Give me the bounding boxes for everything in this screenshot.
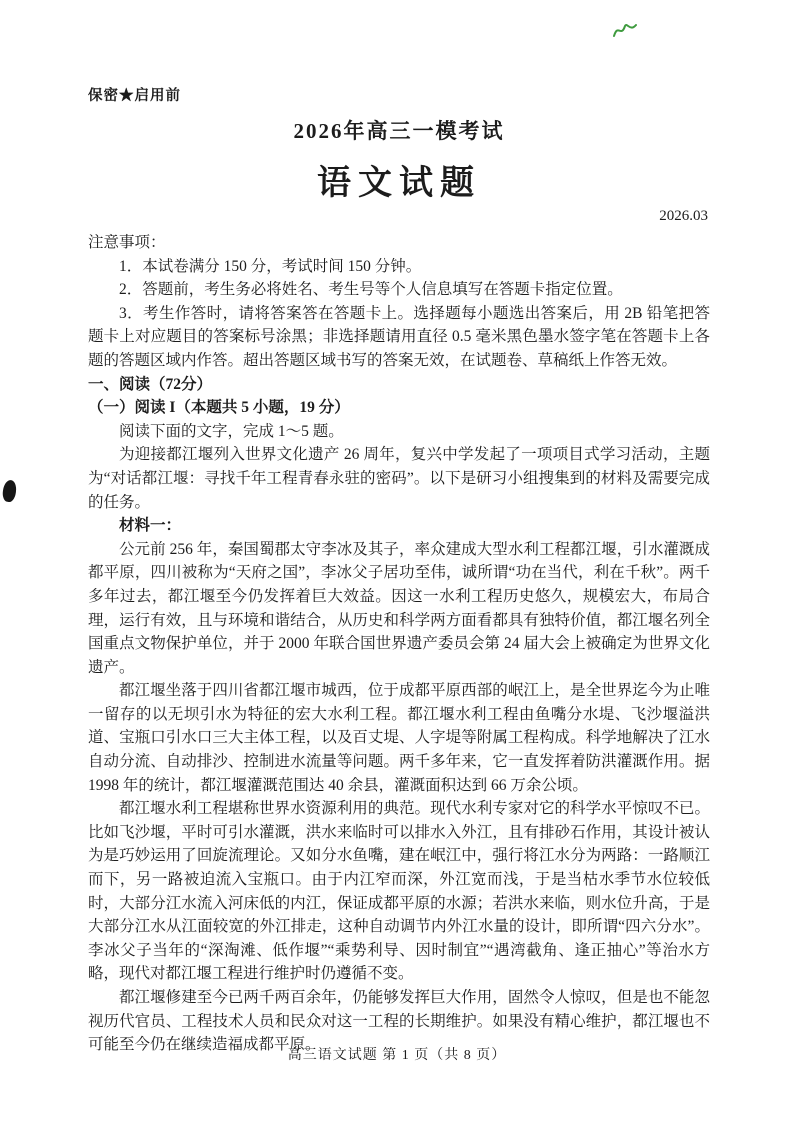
reading-instruction: 阅读下面的文字，完成 1～5 题。: [119, 422, 344, 440]
subsection-heading-reading-1: （一）阅读 I（本题共 5 小题，19 分）: [88, 399, 350, 417]
passage-paragraph-2: 都江堰坐落于四川省都江堰市城西，位于成都平原西部的岷江上，是全世界迄今为止唯一留存的以无坝引水为特征的宏大水利工程。都江堰水利工程由鱼嘴分水堤、飞沙堰溢洪道、宝瓶口引水口三大主体工程，以及百丈堤、人字堤等附属工程构成。科学地解决了江水自动分流、自动排沙、控制进水流量等问题。两千多年来，它一直发挥着防洪灌溉作用。据 1998 年的统计，都江堰灌溉范围达 40 余县，灌溉面积达到 66 万余公顷。: [88, 682, 710, 794]
exam-title: 2026年高三一模考试: [293, 119, 505, 143]
green-ink-mark: [612, 20, 638, 42]
exam-body: [88, 231, 710, 1057]
passage-intro: 为迎接都江堰列入世界文化遗产 26 周年，复兴中学发起了一项项目式学习活动，主题为“对话都江堰：寻找千年工程青春永驻的密码”。以下是研习小组搜集到的材料及需要完成的任务。: [88, 446, 710, 511]
passage-paragraph-3: 都江堰水利工程堪称世界水资源利用的典范。现代水利专家对它的科学水平惊叹不已。比如飞沙堰，平时可引水灌溉，洪水来临时可以排水入外江，且有排砂石作用，其设计被认为是巧妙运用了回旋流理论。又如分水鱼嘴，建在岷江中，强行将江水分为两路：一路顺江而下，另一路被迫流入宝瓶口。由于内江窄而深，外江宽而浅，于是当枯水季节水位较低时，大部分江水流入河床低的内江，保证成都平原的水源；若洪水来临，则水位升高，于是大部分江水从江面较宽的外江排走，这种自动调节内外江水量的设计，即所谓“四六分水”。李冰父子当年的“深淘滩、低作堰”“乘势利导、因时制宜”“遇湾截角、逢正抽心”等治水方略，现代对都江堰工程进行维护时仍遵循不变。: [88, 800, 710, 983]
subject-title: 语文试题: [317, 165, 481, 202]
confidential-label: 保密★启用前: [88, 88, 181, 104]
note-item-3: 3．考生作答时，请将答案答在答题卡上。选择题每小题选出答案后，用 2B 铅笔把答题卡上对应题目的答案标号涂黑；非选择题请用直径 0.5 毫米黑色墨水签字笔在答题卡上各题的答题区域内作答。超出答题区域书写的答案无效，在试题卷、草稿纸上作答无效。: [88, 304, 710, 369]
note-item-2: 2．答题前，考生务必将姓名、考生号等个人信息填写在答题卡指定位置。: [119, 281, 623, 299]
notes-heading: 注意事项：: [88, 234, 166, 251]
material-one-label: 材料一：: [119, 517, 182, 535]
page-footer: 高三语文试题 第 1 页（共 8 页）: [287, 1048, 507, 1063]
section-heading-reading: 一、阅读（72分）: [88, 375, 213, 393]
passage-paragraph-4: 都江堰修建至今已两千两百余年，仍能够发挥巨大作用，固然令人惊叹，但是也不能忽视历代官员、工程技术人员和民众对这一工程的长期维护。如果没有精心维护，都江堰也不可能至今仍在继续造福成都平原。: [88, 989, 710, 1054]
passage-paragraph-1: 公元前 256 年，秦国蜀郡太守李冰及其子，率众建成大型水利工程都江堰，引水灌溉成都平原，四川被称为“天府之国”，李冰父子居功至伟，诚所谓“功在当代，利在千秋”。两千多年过去，都江堰至今仍发挥着巨大效益。因这一水利工程历史悠久，规模宏大，布局合理，运行有效，且与环境和谐结合，从历史和科学两方面看都具有独特价值，都江堰名列全国重点文物保护单位，并于 2000 年联合国世界遗产委员会第 24 届大会上被确定为世界文化遗产。: [88, 540, 710, 676]
exam-date: 2026.03: [659, 208, 708, 224]
note-item-1: 1．本试卷满分 150 分，考试时间 150 分钟。: [119, 257, 422, 275]
